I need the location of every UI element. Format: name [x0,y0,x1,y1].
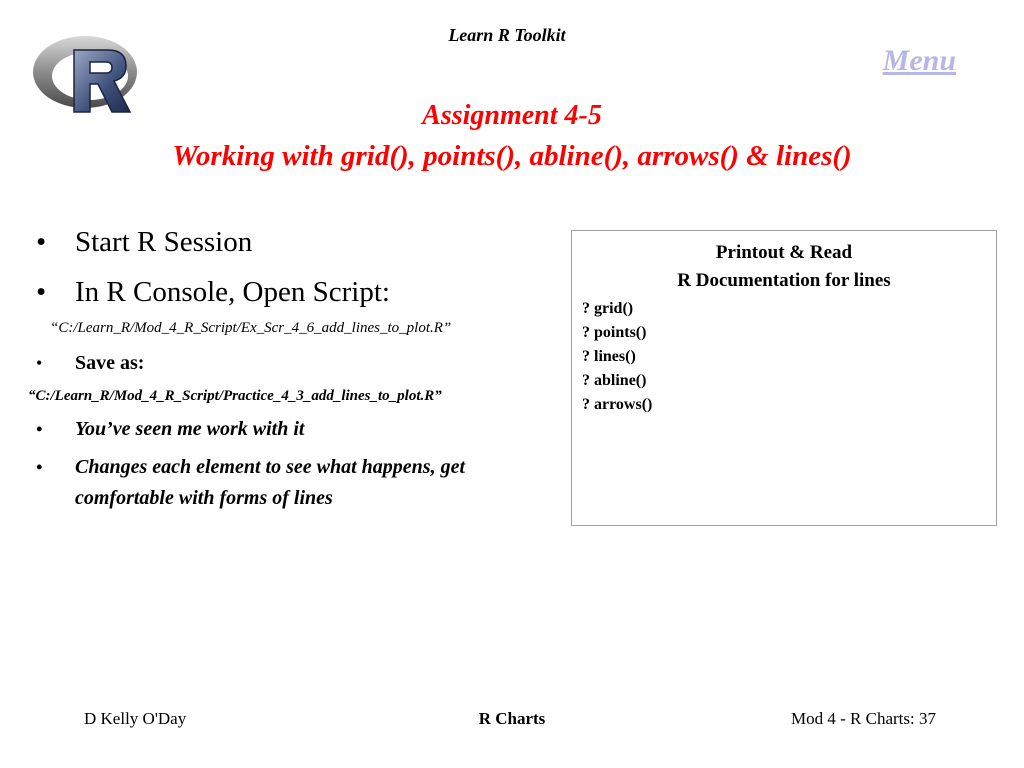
open-script-path: “C:/Learn_R/Mod_4_R_Script/Ex_Scr_4_6_add_lines_to_plot.R” [50,320,452,336]
doc-function-item: ? arrows() [582,396,653,413]
bullet-icon: • [36,276,47,308]
footer-author: D Kelly O'Day [84,709,187,728]
list-item [30,350,550,376]
doc-function-item: ? abline() [582,372,647,389]
open-script-text: In R Console, Open Script: [75,276,390,308]
list-item [30,452,550,514]
footer-page-number: Mod 4 - R Charts: 37 [791,709,936,728]
doc-box-heading-line2: R Documentation for lines [677,270,891,291]
seen-me-text: You’ve seen me work with it [75,418,305,440]
bullet-icon: • [36,353,43,373]
doc-box-heading-line1: Printout & Read [715,242,853,263]
doc-function-list [582,297,986,417]
toolkit-title: Learn R Toolkit [448,25,566,45]
doc-function-item: ? points() [582,324,647,341]
doc-function-item: ? grid() [582,300,634,317]
save-as-text: Save as: [75,352,145,374]
instruction-list [30,222,550,524]
list-item [30,222,550,262]
doc-function-item: ? lines() [582,348,636,365]
bullet-icon: • [36,419,43,439]
assignment-title [0,96,1024,176]
start-session-text: Start R Session [75,226,253,258]
bullet-icon: • [36,226,47,258]
bullet-icon: • [36,457,43,477]
assignment-title-line2: Working with grid(), points(), abline(), arrows() & lines() [172,140,852,172]
documentation-box [571,230,997,526]
list-item [30,272,550,312]
save-as-path: “C:/Learn_R/Mod_4_R_Script/Practice_4_3_add_lines_to_plot.R” [28,388,442,404]
list-item [30,416,550,442]
assignment-title-line1: Assignment 4-5 [422,100,602,131]
menu-link[interactable]: Menu [882,44,956,77]
changes-text: Changes each element to see what happens, get comfortable with forms of lines [75,456,465,509]
footer-title: R Charts [478,709,546,728]
